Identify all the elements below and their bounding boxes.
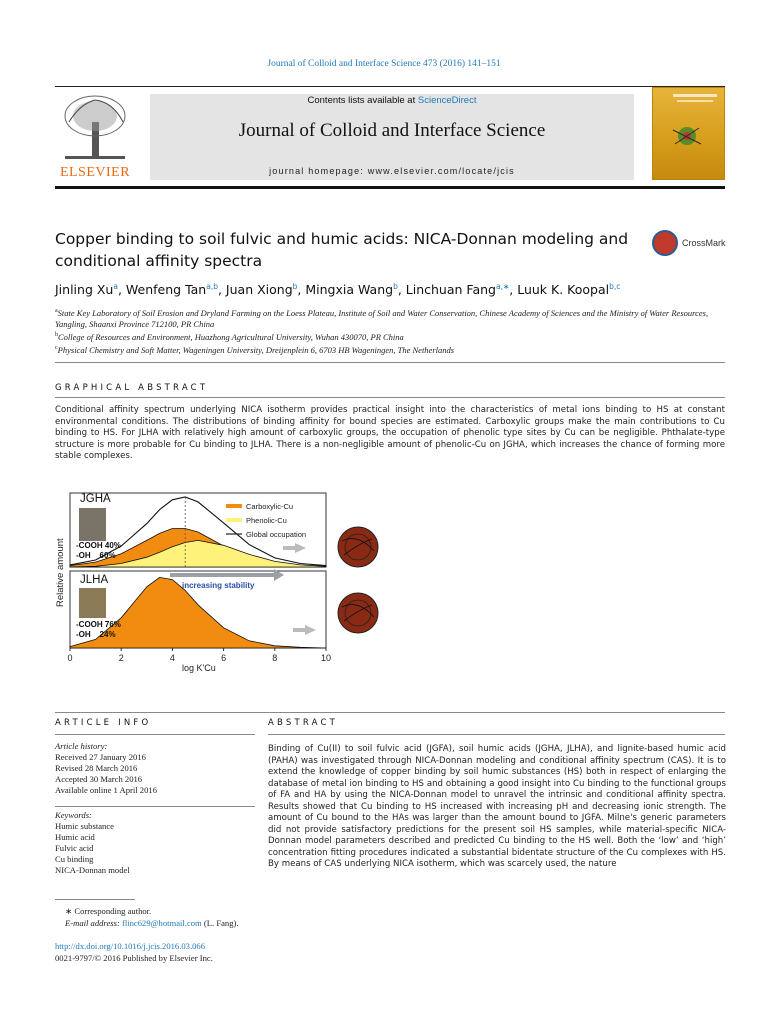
cover-art-icon	[653, 88, 724, 179]
jlha-sample-photo	[79, 588, 106, 618]
legend-global-label: Global occupation	[246, 530, 307, 539]
sciencedirect-link[interactable]: ScienceDirect	[417, 95, 477, 106]
email-label: E-mail address:	[65, 917, 120, 928]
author-name[interactable]: Linchuan Fang	[405, 282, 496, 298]
keyword: Humic substance	[55, 821, 114, 831]
contents-prefix: Contents lists available at	[307, 95, 416, 106]
x-tick-label: 8	[272, 653, 278, 663]
x-tick-label: 6	[221, 653, 227, 663]
email-line	[55, 918, 355, 930]
section-rule	[55, 734, 255, 735]
contents-line	[150, 95, 634, 106]
crossmark-badge[interactable]	[652, 230, 727, 260]
legend-carboxylic-swatch	[226, 504, 242, 508]
graphical-abstract-heading: GRAPHICAL ABSTRACT	[55, 383, 209, 393]
author-affil-sup[interactable]: a,∗	[495, 282, 510, 291]
header-rule	[55, 86, 725, 87]
abstract-text: Binding of Cu(II) to soil fulvic acid (JGFA), soil humic acids (JGHA, JLHA), and lignite-based humic acid (PAHA) was investigated through NICA-Donnan modeling and conditional affinity spectrum (CAS). It is to extend the knowledge of copper binding by soil humic substances (HS) both in respect of enlarging the database of metal ion binding to HS and obtaining a good insight into Cu binding to the functional groups of FA and HA by using the NICA-Donnan model to unravel the intrinsic and conditional affinity spectra. Results showed that Cu binding to HS increased with increasing pH and decreasing ionic strength. The amount of Cu bound to the HAs was larger than the amount bound to JGFA. Milne's generic parameters did not provide satisfactory predictions for the present soil HS samples, while material-specific NICA-Donnan model parameters described and predicted Cu binding to the HS well. Both the ‘low’ and ‘high’ concentration fitting procedures indicated a substantial bidentate structure of the Cu complexes with HS. By means of CAS underlying NICA isotherm, which was scarcely used, the nature	[268, 744, 726, 869]
y-axis-label: Relative amount	[55, 538, 66, 607]
keyword: NICA-Donnan model	[55, 865, 130, 875]
journal-citation[interactable]: Journal of Colloid and Interface Science 473 (2016) 141–151	[267, 59, 501, 69]
publisher-name: ELSEVIER	[59, 165, 131, 180]
legend-phenolic-label: Phenolic-Cu	[246, 516, 287, 525]
author-name[interactable]: Luuk K. Koopal	[517, 282, 610, 298]
info-divider	[55, 806, 255, 807]
keyword: Humic acid	[55, 832, 95, 842]
abstract-heading: ABSTRACT	[268, 718, 339, 728]
author-affil-sup[interactable]: b	[393, 282, 398, 291]
panel-jgha-label: JGHA	[80, 493, 111, 505]
footnote-rule	[55, 899, 135, 900]
corresponding-note: ∗ Corresponding author.	[65, 906, 152, 916]
jgha-oh-label: -OH 60%	[76, 551, 116, 560]
molecule-diagram-bottom	[293, 593, 378, 635]
affinity-spectrum-chart	[50, 485, 415, 677]
article-info	[55, 741, 255, 876]
affiliation: $^b$College of Resources and Environment, Huazhong Agricultural University, Wuhan 430070, PR China	[55, 331, 404, 342]
graphical-abstract-text: Conditional affinity spectrum underlying NICA isotherm provides practical insight into the characteristics of metal ions binding to HS at constant environmental conditions. The distributions of binding affinity for bound species are estimated. Carboxylic groups make the main contributions to Cu binding to HS. For JLHA with relatively high amount of carboxylic groups, the occupation of phenolic type sites by Cu can be negligible. Phthalate-type structure is more probable for Cu binding to JLHA. There is a non-negligible amount of phenolic-Cu on JGHA, which increases the chance of forming more stable complexes.	[55, 405, 725, 461]
keyword: Fulvic acid	[55, 843, 94, 853]
author-name[interactable]: Wenfeng Tan	[125, 282, 207, 298]
keyword: Cu binding	[55, 854, 94, 864]
stability-arrow-shaft	[170, 573, 274, 577]
email-link[interactable]: flinc629@hotmail.com	[121, 917, 202, 928]
history-label: Article history:	[55, 741, 108, 751]
legend-carboxylic-label: Carboxylic-Cu	[246, 502, 294, 511]
copyright: 0021-9797/© 2016 Published by Elsevier Inc.	[55, 952, 213, 963]
footnotes	[55, 906, 355, 964]
author-name[interactable]: Jinling Xu	[55, 282, 114, 298]
section-rule	[55, 712, 725, 713]
x-axis-label: log K'Cu	[182, 663, 216, 673]
stability-arrow-label: increasing stability	[182, 581, 255, 590]
author-affil-sup[interactable]: b	[292, 282, 298, 291]
graphical-abstract-figure	[50, 485, 415, 677]
email-suffix: (L. Fang).	[203, 917, 239, 928]
history-item: Accepted 30 March 2016	[55, 774, 143, 784]
journal-cover[interactable]	[652, 87, 725, 180]
author-name[interactable]: Juan Xiong	[225, 282, 293, 298]
x-tick-label: 4	[169, 653, 175, 663]
tree-icon	[55, 92, 135, 164]
author-affil-sup[interactable]: a,b	[206, 282, 218, 291]
panel-jlha-label: JLHA	[80, 574, 109, 586]
section-rule	[268, 734, 725, 735]
x-tick-label: 2	[118, 653, 124, 663]
history-item: Received 27 January 2016	[55, 752, 146, 762]
crossmark-icon	[652, 230, 678, 256]
affiliations	[55, 306, 715, 355]
author-affil-sup[interactable]: a	[113, 282, 118, 291]
keywords-label: Keywords:	[55, 810, 92, 820]
journal-title: Journal of Colloid and Interface Science	[238, 120, 546, 141]
x-tick-label: 10	[320, 653, 332, 663]
author-affil-sup[interactable]: b,c	[609, 282, 621, 291]
affiliation: $^a$State Key Laboratory of Soil Erosion and Dryland Farming on the Loess Plateau, Institute of Soil and Water Conservation, Chinese Academy of Sciences and the Ministry of Water Resources, Yangling, Shaanxi Province 712100, PR China	[55, 307, 709, 329]
x-tick-label: 0	[67, 653, 73, 663]
jgha-cooh-label: -COOH 40%	[76, 541, 121, 550]
author-name[interactable]: Mingxia Wang	[305, 282, 394, 298]
article-info-heading: ARTICLE INFO	[55, 718, 152, 728]
x-axis	[67, 648, 331, 663]
doi-link[interactable]: http://dx.doi.org/10.1016/j.jcis.2016.03.066	[55, 941, 205, 951]
article-title: Copper binding to soil fulvic and humic acids: NICA-Donnan modeling and conditional affinity spectra	[55, 230, 629, 270]
section-rule	[55, 397, 725, 398]
crossmark-label: CrossMark	[682, 238, 726, 248]
jlha-oh-label: -OH 24%	[76, 630, 116, 639]
author-list: Jinling Xu$^a$, Wenfeng Tan$^{a,b}$, Juan Xiong$^b$, Mingxia Wang$^b$, Linchuan Fang$^{a,∗}$, Luuk K. Koopal$^{b,c}$	[55, 282, 621, 298]
jlha-cooh-label: -COOH 76%	[76, 620, 121, 629]
journal-homepage[interactable]: journal homepage: www.elsevier.com/locate/jcis	[269, 166, 515, 176]
section-rule	[55, 362, 725, 363]
legend-phenolic-swatch	[226, 518, 242, 522]
elsevier-logo[interactable]	[55, 92, 135, 182]
affiliation: $^c$Physical Chemistry and Soft Matter, Wageningen University, Dreijenplein 6, 6703 HB Wageningen, The Netherlands	[55, 344, 455, 355]
jgha-sample-photo	[79, 508, 106, 541]
header-thick-rule	[55, 186, 725, 189]
history-item: Revised 28 March 2016	[55, 763, 138, 773]
history-item: Available online 1 April 2016	[55, 785, 157, 795]
